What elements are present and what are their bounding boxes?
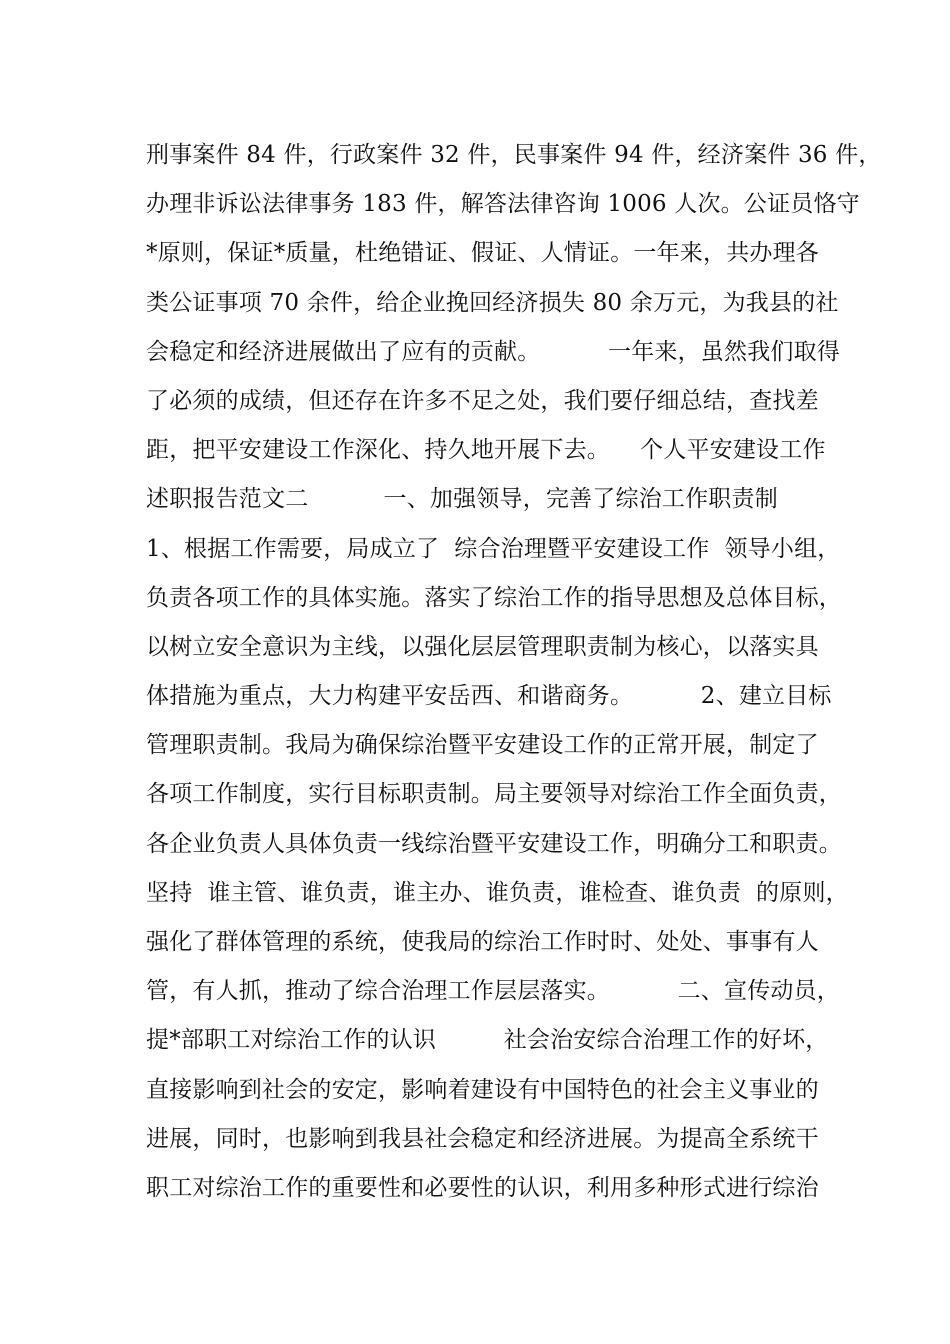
text-line: 职工对综治工作的重要性和必要性的认识，利用多种形式进行综治	[146, 1174, 819, 1201]
text-line: 提*部职工对综治工作的认识 社会治安综合治理工作的好坏，	[146, 1027, 829, 1054]
text-line: 各企业负责人具体负责一线综治暨平安建设工作，明确分工和职责。	[146, 830, 842, 857]
text-line: 会稳定和经济进展做出了应有的贡献。 一年来，虽然我们取得	[146, 338, 840, 365]
text-line: 办理非诉讼法律事务 183 件，解答法律咨询 1006 人次。公证员恪守	[146, 191, 860, 218]
text-line: 刑事案件 84 件，行政案件 32 件，民事案件 94 件，经济案件 36 件，	[146, 142, 882, 168]
text-line: 述职报告范文二 一、加强领导，完善了综治工作职责制	[146, 486, 778, 513]
text-line: 距，把平安建设工作深化、持久地开展下去。 个人平安建设工作	[146, 437, 826, 464]
text-line: 管理职责制。我局为确保综治暨平安建设工作的正常开展，制定了	[146, 732, 819, 759]
text-line: 直接影响到社会的安定，影响着建设有中国特色的社会主义事业的	[146, 1076, 819, 1103]
text-line: 以树立安全意识为主线，以强化层层管理职责制为核心，以落实具	[146, 633, 819, 660]
text-line: 体措施为重点，大力构建平安岳西、和谐商务。 2、建立目标	[146, 683, 832, 710]
text-line: 强化了群体管理的系统，使我局的综治工作时时、处处、事事有人	[146, 929, 819, 955]
text-line: 负责各项工作的具体实施。落实了综治工作的指导思想及总体目标，	[146, 584, 842, 611]
text-line: 进展，同时，也影响到我县社会稳定和经济进展。为提高全系统干	[146, 1125, 819, 1152]
text-line: *原则，保证*质量，杜绝错证、假证、人情证。一年来，共办理各	[146, 240, 819, 267]
text-line: 1、根据工作需要，局成立了 综合治理暨平安建设工作 领导小组，	[146, 535, 841, 562]
text-line: 各项工作制度，实行目标职责制。局主要领导对综治工作全面负责，	[146, 781, 842, 808]
text-line: 了必须的成绩，但还存在许多不足之处，我们要仔细总结，查找差	[146, 387, 819, 414]
text-line: 管，有人抓，推动了综合治理工作层层落实。 二、宣传动员，	[146, 978, 840, 1005]
text-line: 坚持 谁主管、谁负责，谁主办、谁负责，谁检查、谁负责 的原则，	[146, 879, 849, 906]
text-line: 类公证事项 70 余件，给企业挽回经济损失 80 余万元，为我县的社	[146, 289, 839, 316]
body-text	[146, 131, 882, 1213]
